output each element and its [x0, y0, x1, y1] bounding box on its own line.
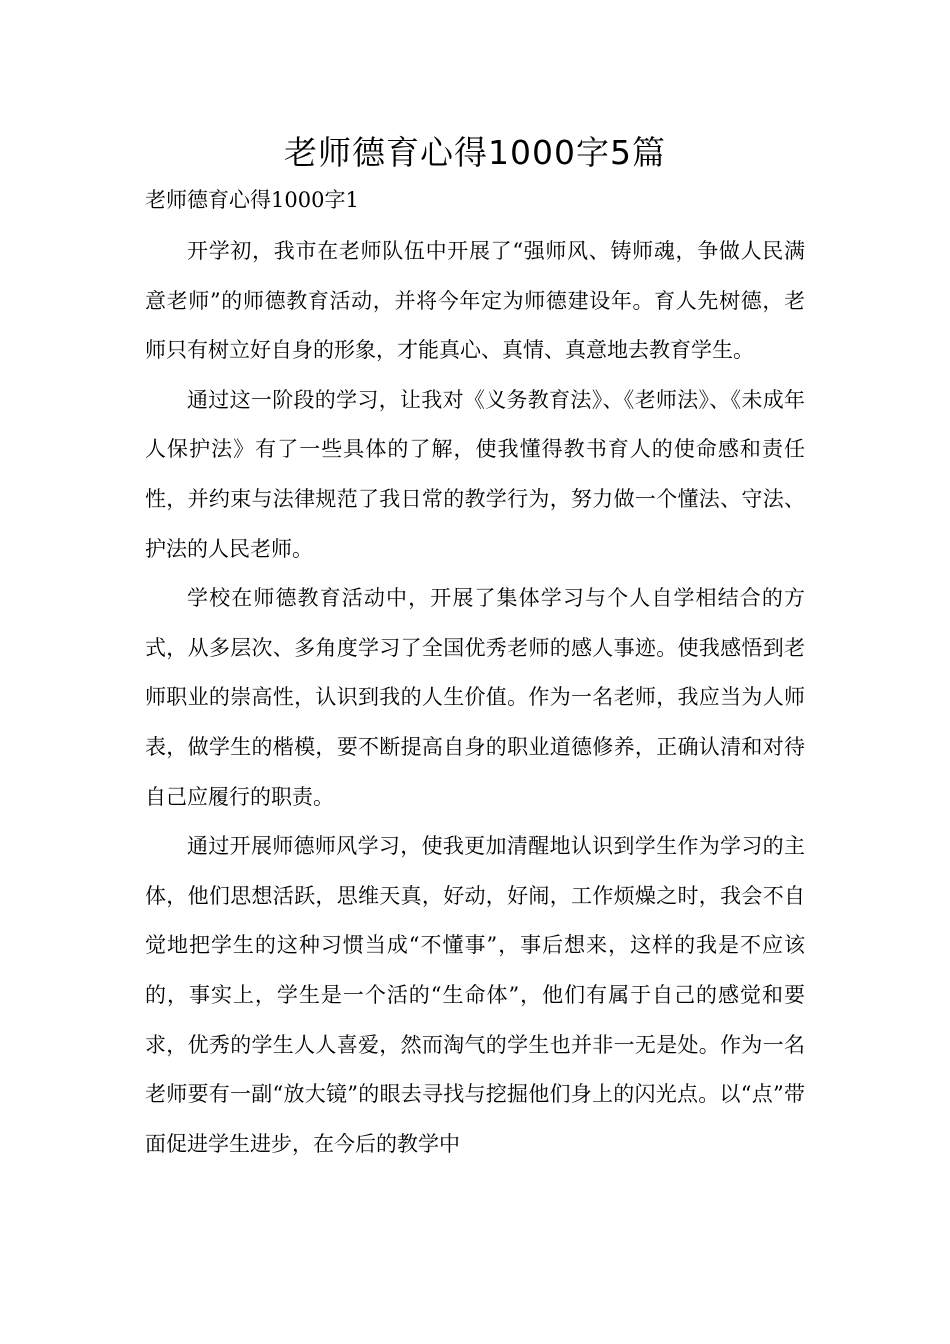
paragraph-3: 学校在师德教育活动中，开展了集体学习与个人自学相结合的方式，从多层次、多角度学习了全国优秀老师的感人事迹。使我感悟到老师职业的崇高性，认识到我的人生价值。作为一名老师，我应当为人师表，做学生的楷模，要不断提高自身的职业道德修养，正确认清和对待自己应履行的职责。 [145, 586, 805, 809]
section-heading: 老师德育心得1000字1 [145, 188, 359, 212]
paragraph-2: 通过这一阶段的学习，让我对《义务教育法》、《老师法》、《未成年人保护法》有了一些具体的了解，使我懂得教书育人的使命感和责任性，并约束与法律规范了我日常的教学行为，努力做一个懂法、守法、护法的人民老师。 [145, 387, 805, 561]
paragraph-4: 通过开展师德师风学习，使我更加清醒地认识到学生作为学习的主体，他们思想活跃，思维天真，好动，好闹，工作烦燥之时，我会不自觉地把学生的这种习惯当成“不懂事”，事后想来，这样的我是不应该的，事实上，学生是一个活的“生命体”，他们有属于自己的感觉和要求，优秀的学生人人喜爱，然而淘气的学生也并非一无是处。作为一名老师要有一副“放大镜”的眼去寻找与挖掘他们身上的闪光点。以“点”带面促进学生进步，在今后的教学中 [145, 834, 805, 1156]
document-body [145, 227, 805, 1169]
document-title: 老师德育心得1000字5篇 [284, 133, 666, 172]
paragraph-1: 开学初，我市在老师队伍中开展了“强师风、铸师魂，争做人民满意老师”的师德教育活动，并将今年定为师德建设年。育人先树德，老师只有树立好自身的形象，才能真心、真情、真意地去教育学生。 [145, 239, 805, 363]
